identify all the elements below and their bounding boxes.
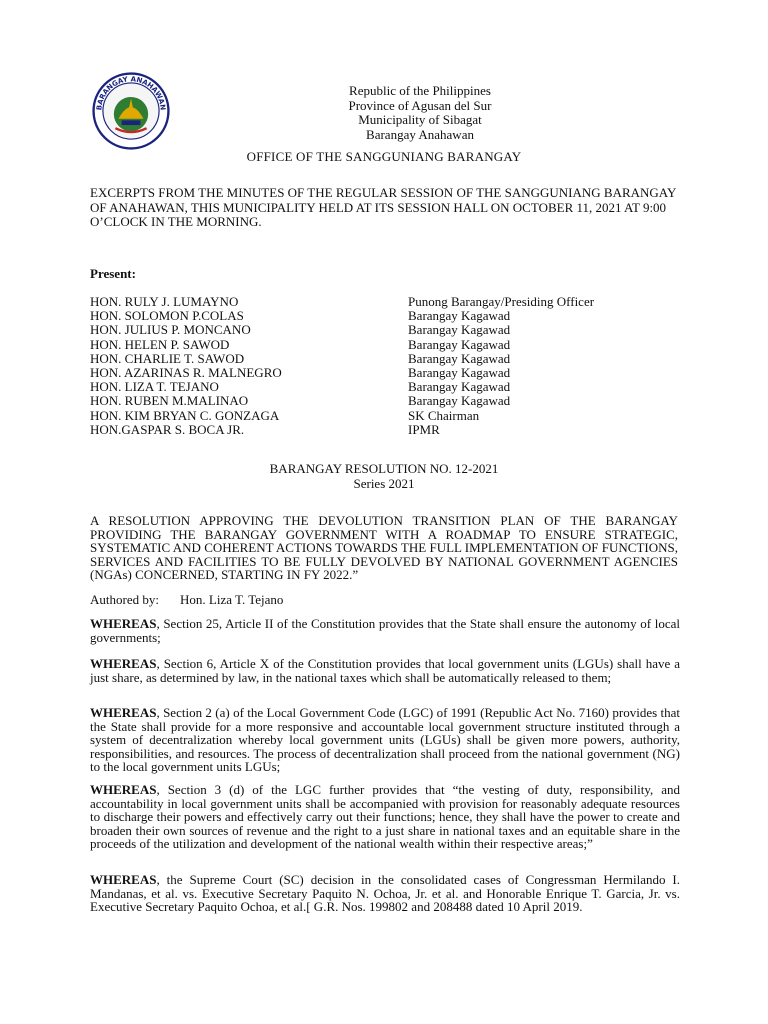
whereas-text: , Section 6, Article X of the Constitution provides that local government units (LGUs) shall have a just share, as determined by law, in the national taxes which shall be automatically released to them; (90, 656, 680, 685)
whereas-paragraph (90, 873, 680, 914)
member-position: Punong Barangay/Presiding Officer (408, 294, 595, 309)
member-position: SK Chairman (408, 407, 480, 423)
whereas-paragraph (90, 657, 680, 684)
whereas-label: WHEREAS (90, 705, 157, 720)
member-name: HON. RULY J. LUMAYNO (90, 294, 239, 309)
member-row (90, 295, 650, 309)
member-position: Barangay Kagawad (408, 308, 511, 324)
whereas-label: WHEREAS (90, 656, 157, 671)
whereas-paragraph (90, 783, 680, 851)
excerpt-heading: EXCERPTS FROM THE MINUTES OF THE REGULAR SESSION OF THE SANGGUNIANG BARANGAY OF ANAHAWAN, THIS MUNICIPALITY HELD AT ITS SESSION HALL ON OCTOBER 11, 2021 AT 9:00 O’CLOCK IN THE MORNING. (90, 185, 676, 229)
member-name: HON.GASPAR S. BOCA JR. (90, 421, 245, 437)
whereas-paragraph (90, 706, 680, 774)
whereas-paragraph (90, 617, 680, 644)
authored-label: Authored by: (90, 592, 159, 607)
member-position: Barangay Kagawad (408, 350, 511, 366)
whereas-label: WHEREAS (90, 782, 157, 797)
member-row (90, 380, 650, 394)
member-row (90, 423, 650, 437)
authored-by (90, 592, 283, 608)
whereas-text: , Section 3 (d) of the LGC further provides that “the vesting of duty, responsibility, and accountability in local government units shall be accompanied with provision for reasonably adequate resources to discharge their powers and effectively carry out their functions; hence, they shall have the power to create and broaden their own sources of revenue and the right to a just share in national taxes and an equitable share in the proceeds of the utilization and development of the national wealth within their respective areas;” (90, 782, 680, 852)
member-position: IPMR (408, 421, 440, 437)
whereas-label: WHEREAS (90, 616, 157, 631)
whereas-text: , Section 25, Article II of the Constitution provides that the State shall ensure the autonomy of local governments; (90, 616, 680, 645)
svg-text:BARANGAY ANAHAWAN: BARANGAY ANAHAWAN (94, 74, 168, 111)
author-name: Hon. Liza T. Tejano (180, 592, 284, 607)
member-row (90, 352, 650, 366)
member-name: HON. KIM BRYAN C. GONZAGA (90, 407, 280, 423)
member-name: HON. CHARLIE T. SAWOD (90, 350, 245, 366)
whereas-text: , Section 2 (a) of the Local Government Code (LGC) of 1991 (Republic Act No. 7160) provides that the State shall provide for a more responsive and accountable local government structure instituted through a system of decentralization whereby local government units (LGUs) shall be given more powers, authority, responsibilities, and resources. The process of decentralization shall proceed from the national government (NG) to the local government units LGUs; (90, 705, 680, 775)
member-row (90, 394, 650, 408)
member-name: HON. AZARINAS R. MALNEGRO (90, 365, 282, 381)
header-barangay: Barangay Anahawan (366, 126, 474, 142)
member-row (90, 338, 650, 352)
header-province: Province of Agusan del Sur (348, 97, 492, 113)
letterhead (300, 84, 540, 142)
member-position: Barangay Kagawad (408, 365, 511, 381)
whereas-text: , the Supreme Court (SC) decision in the consolidated cases of Congressman Hermilando I. Mandanas, et al. vs. Executive Secretary Paquito N. Ochoa, Jr. et al. and Honorable Enrique T. Garcia, Jr. vs. Executive Secretary Paquito Ochoa, et al.[ G.R. Nos. 199802 and 208488 dated 10 April 2019. (90, 872, 680, 915)
whereas-label: WHEREAS (90, 872, 157, 887)
member-name: HON. JULIUS P. MONCANO (90, 322, 251, 338)
member-position: Barangay Kagawad (408, 336, 511, 352)
member-name: HON. SOLOMON P.COLAS (90, 308, 244, 324)
member-row (90, 309, 650, 323)
member-position: Barangay Kagawad (408, 393, 511, 409)
member-name: HON. LIZA T. TEJANO (90, 379, 219, 395)
resolution-heading (0, 462, 768, 491)
barangay-seal-logo (92, 72, 170, 150)
member-position: Barangay Kagawad (408, 379, 511, 395)
resolution-number: BARANGAY RESOLUTION NO. 12-2021 (269, 461, 499, 476)
header-republic: Republic of the Philippines (349, 83, 491, 98)
present-label: Present: (90, 266, 136, 281)
office-title: OFFICE OF THE SANGGUNIANG BARANGAY (246, 149, 522, 164)
member-name: HON. HELEN P. SAWOD (90, 336, 230, 352)
member-row (90, 323, 650, 337)
member-row (90, 409, 650, 423)
header-municipality: Municipality of Sibagat (358, 112, 482, 127)
members-list (90, 295, 650, 437)
member-name: HON. RUBEN M.MALINAO (90, 393, 249, 409)
resolution-series: Series 2021 (353, 475, 415, 491)
member-row (90, 366, 650, 380)
member-position: Barangay Kagawad (408, 322, 511, 338)
resolution-description: A RESOLUTION APPROVING THE DEVOLUTION TRANSITION PLAN OF THE BARANGAY PROVIDING THE BARANGAY GOVERNMENT WITH A ROADMAP TO ENSURE STRATEGIC, SYSTEMATIC AND COHERENT ACTIONS TOWARDS THE FULL IMPLEMENTATION OF FUNCTIONS, SERVICES AND FACILITIES TO BE FULLY DEVOLVED BY NATIONAL GOVERNMENT AGENCIES (NGAs) CONCERNED, STARTING IN FY 2022.” (90, 513, 678, 583)
